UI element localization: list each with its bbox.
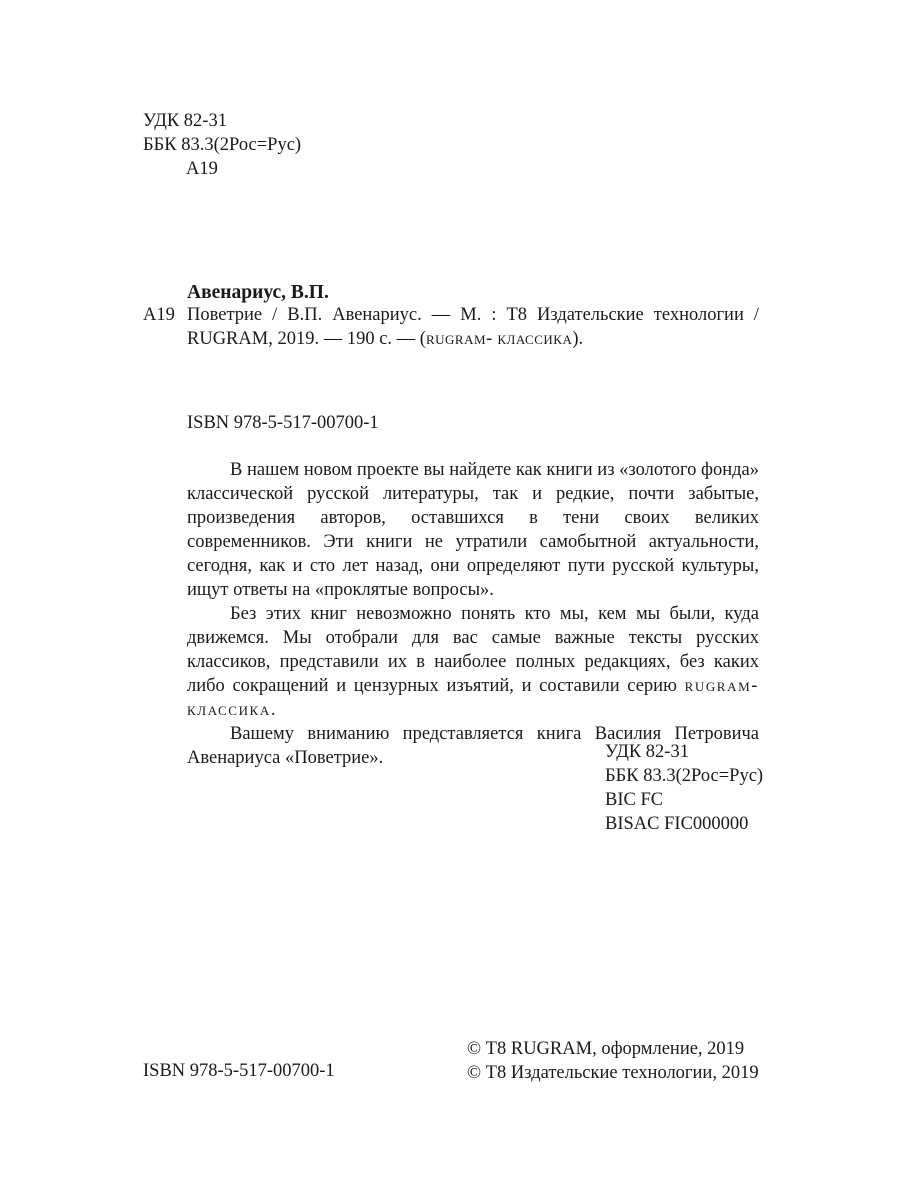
annotation-p2-text: Без этих книг невозможно понять кто мы, кем мы были, куда движемся. Мы отобрали для вас самые важные тексты русских классиков, представили их в наиболее полных редакциях, без каких либо сокращений и цензурных изъятий, и составили серию: [187, 604, 759, 696]
annotation-p2-end: .: [270, 700, 276, 720]
series-name-part2: классика: [497, 329, 573, 349]
annotation: [187, 458, 759, 770]
right-bbk-code: ББК 83.3(2Рос=Рус): [605, 766, 764, 786]
catalog-author: Авенариус, В.П.: [187, 282, 329, 303]
footer-isbn: ISBN 978-5-517-00700-1: [143, 1061, 335, 1081]
right-classification-block: [605, 740, 805, 836]
bbk-code: ББК 83.3(2Рос=Рус): [143, 135, 302, 155]
biblio-desc-line1: Поветрие / В.П. Авенариус. — М. : Т8 Издательские: [187, 305, 644, 325]
annotation-paragraph-2: [187, 602, 759, 722]
catalog-author-mark: А19: [143, 305, 175, 325]
author-mark: А19: [186, 159, 218, 179]
annotation-paragraph-3: Вашему вниманию представляется книга Василия Петровича Авенариуса «Поветрие».: [187, 724, 759, 768]
top-classification-block: [143, 109, 443, 181]
copyright-design: © Т8 RUGRAM, оформление, 2019: [467, 1039, 745, 1059]
bic-code: BIC FC: [605, 790, 664, 810]
copyright-publisher: © Т8 Издательские технологии, 2019: [467, 1063, 759, 1083]
biblio-desc-line2: технологии / RUGRAM, 2019. — 190 с. — (: [187, 305, 759, 349]
annotation-series-name: rugram-классика: [187, 676, 759, 720]
bisac-code: BISAC FIC000000: [605, 814, 749, 834]
right-udk-code: УДК 82-31: [605, 742, 689, 762]
udk-code: УДК 82-31: [143, 111, 227, 131]
series-name-part1: rugram-: [425, 329, 493, 349]
annotation-paragraph-1: В нашем новом проекте вы найдете как книги из «золотого фонда» классической русской литературы, так и редкие, почти забытые, произведения авторов, оставшихся в тени своих великих современников. Эти книги не утратили самобытной актуальности, сегодня, как и сто лет назад, они определяют пути русской культуры, ищут ответы на «проклятые вопросы».: [187, 460, 759, 600]
biblio-desc-end: ).: [572, 329, 584, 349]
copyright-block: [467, 1037, 777, 1085]
isbn-main: ISBN 978-5-517-00700-1: [187, 413, 379, 433]
bibliographic-description: [187, 303, 759, 351]
